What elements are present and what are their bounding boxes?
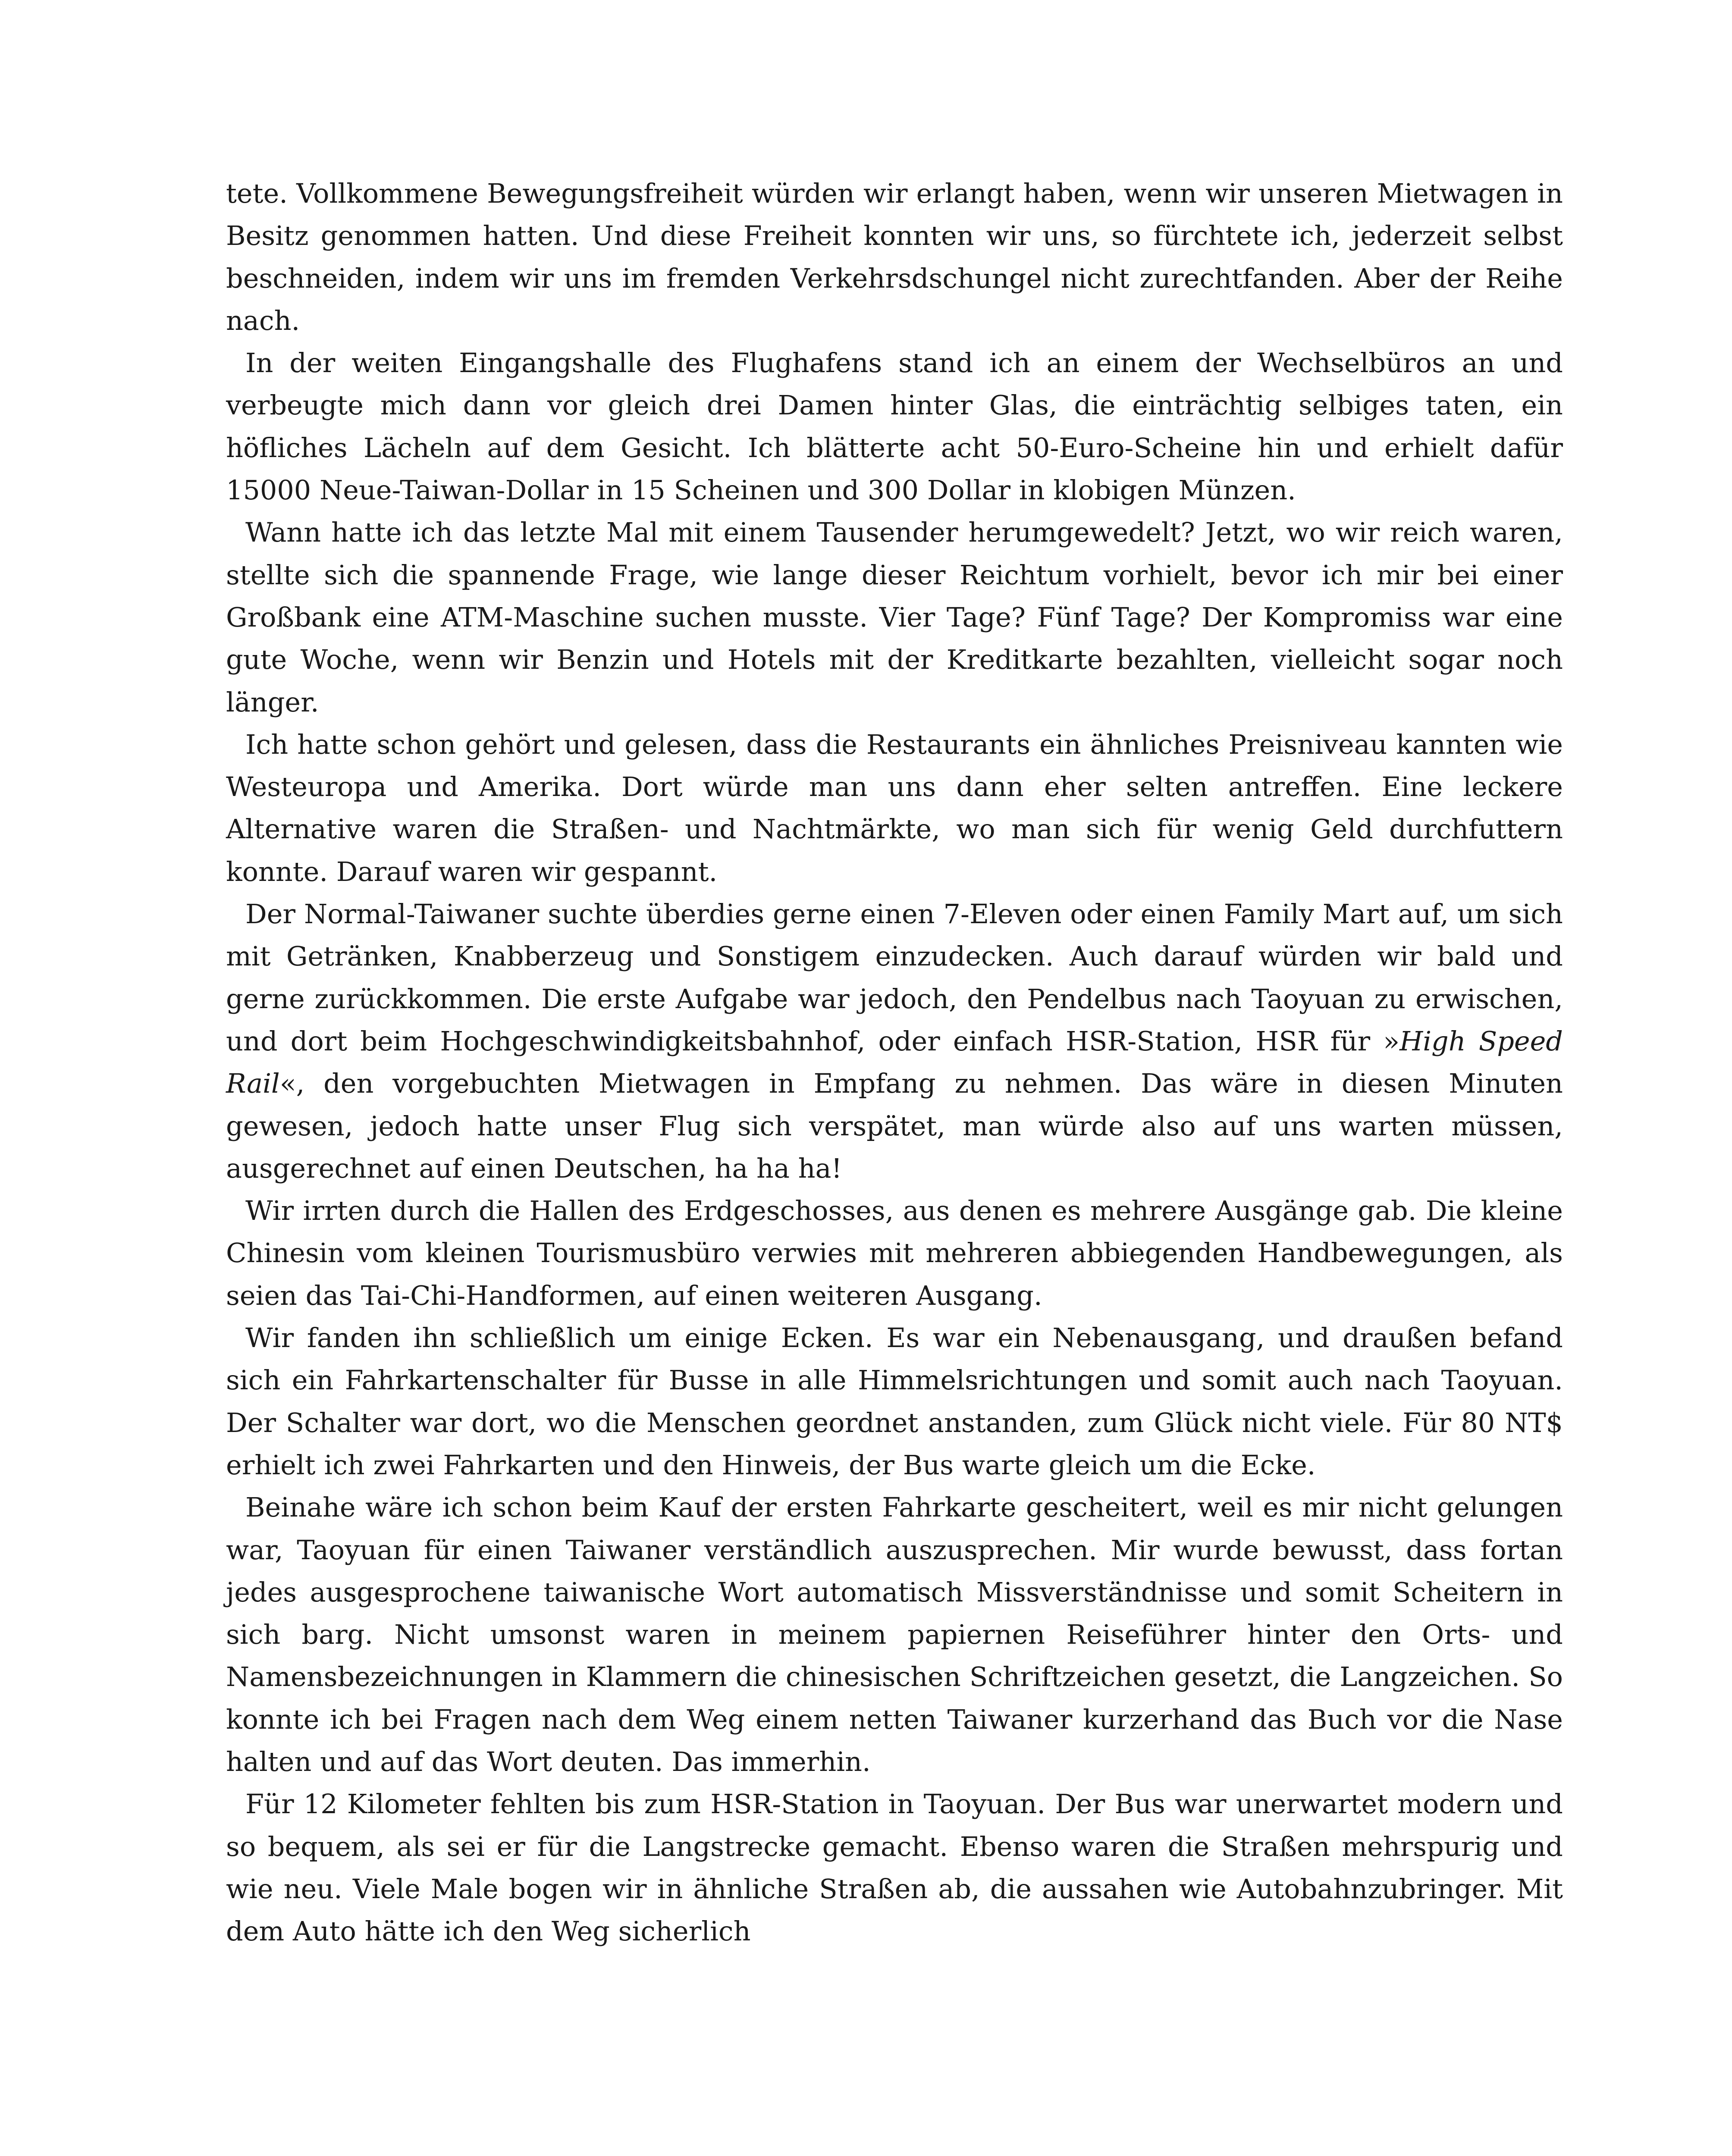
- paragraph-8: Beinahe wäre ich schon beim Kauf der ersten Fahrkarte gescheitert, weil es mir nicht gelungen war, Taoyuan für einen Taiwaner verständlich auszusprechen. Mir wurde bewusst, dass fortan jedes ausgesprochene taiwanische Wort automatisch Missverständnisse und somit Scheitern in sich barg. Nicht umsonst waren in meinem papiernen Reiseführer hinter den Orts- und Namensbezeichnungen in Klammern die chinesischen Schriftzeichen gesetzt, die Langzeichen. So konnte ich bei Fragen nach dem Weg einem netten Taiwaner kurzerhand das Buch vor die Nase halten und auf das Wort deuten. Das immerhin.: [226, 1492, 1563, 1777]
- paragraph-5-part-1: Der Normal-Taiwaner suchte überdies gerne einen 7-Eleven oder einen Family Mart auf, um sich mit Getränken, Knabberzeug und Sonstigem einzudecken. Auch darauf würden wir bald und gerne zurückkommen. Die erste Aufgabe war jedoch, den Pendelbus nach Taoyuan zu erwischen, und dort beim Hochgeschwindigkeitsbahnhof, oder einfach HSR-Station, HSR für »: [226, 898, 1563, 1057]
- paragraph-5: [226, 893, 1563, 1190]
- paragraph-5-part-2: «, den vorgebuchten Mietwagen in Empfang zu nehmen. Das wäre in diesen Minuten gewesen, jedoch hatte unser Flug sich verspätet, man würde also auf uns warten müssen, ausgerechnet auf einen Deutschen, ha ha ha!: [226, 1068, 1563, 1184]
- paragraph-3: Wann hatte ich das letzte Mal mit einem Tausender herumgewedelt? Jetzt, wo wir reich waren, stellte sich die spannende Frage, wie lange dieser Reichtum vorhielt, bevor ich mir bei einer Großbank eine ATM-Maschine suchen musste. Vier Tage? Fünf Tage? Der Kompromiss war eine gute Woche, wenn wir Benzin und Hotels mit der Kreditkarte bezahlten, vielleicht sogar noch länger.: [226, 517, 1563, 718]
- paragraph-9: Für 12 Kilometer fehlten bis zum HSR-Station in Taoyuan. Der Bus war unerwartet modern und so bequem, als sei er für die Langstrecke gemacht. Ebenso waren die Straßen mehrspurig und wie neu. Viele Male bogen wir in ähnliche Straßen ab, die aussahen wie Autobahnzubringer. Mit dem Auto hätte ich den Weg sicherlich: [226, 1788, 1563, 1947]
- paragraph-6: Wir irrten durch die Hallen des Erdgeschosses, aus denen es mehrere Ausgänge gab. Die kleine Chinesin vom kleinen Tourismusbüro verwies mit mehreren abbiegenden Handbewegungen, als seien das Tai-Chi-Handformen, auf einen weiteren Ausgang.: [226, 1195, 1563, 1311]
- paragraph-1: tete. Vollkommene Bewegungsfreiheit würden wir erlangt haben, wenn wir unseren Mietwagen in Besitz genommen hatten. Und diese Freiheit konnten wir uns, so fürchtete ich, jederzeit selbst beschneiden, indem wir uns im fremden Verkehrsdschungel nicht zurechtfanden. Aber der Reihe nach.: [226, 178, 1563, 336]
- paragraph-7: Wir fanden ihn schließlich um einige Ecken. Es war ein Nebenausgang, und draußen befand sich ein Fahrkartenschalter für Busse in alle Himmelsrichtungen und somit auch nach Taoyuan. Der Schalter war dort, wo die Menschen geordnet anstanden, zum Glück nicht viele. Für 80 NT$ erhielt ich zwei Fahrkarten und den Hinweis, der Bus warte gleich um die Ecke.: [226, 1322, 1563, 1481]
- paragraph-2: In der weiten Eingangshalle des Flughafens stand ich an einem der Wechselbüros an und verbeugte mich dann vor gleich drei Damen hinter Glas, die einträchtig selbiges taten, ein höfliches Lächeln auf dem Gesicht. Ich blätterte acht 50-Euro-Scheine hin und erhielt dafür 15000 Neue-Taiwan-Dollar in 15 Scheinen und 300 Dollar in klobigen Münzen.: [226, 347, 1563, 506]
- italic-term: High Speed Rail: [226, 1025, 1563, 1100]
- body-text: [226, 172, 1563, 1952]
- paragraph-4: Ich hatte schon gehört und gelesen, dass die Restaurants ein ähnliches Preisniveau kannten wie Westeuropa und Amerika. Dort würde man uns dann eher selten antreffen. Eine leckere Alternative waren die Straßen- und Nachtmärkte, wo man sich für wenig Geld durchfuttern konnte. Darauf waren wir gespannt.: [226, 728, 1563, 887]
